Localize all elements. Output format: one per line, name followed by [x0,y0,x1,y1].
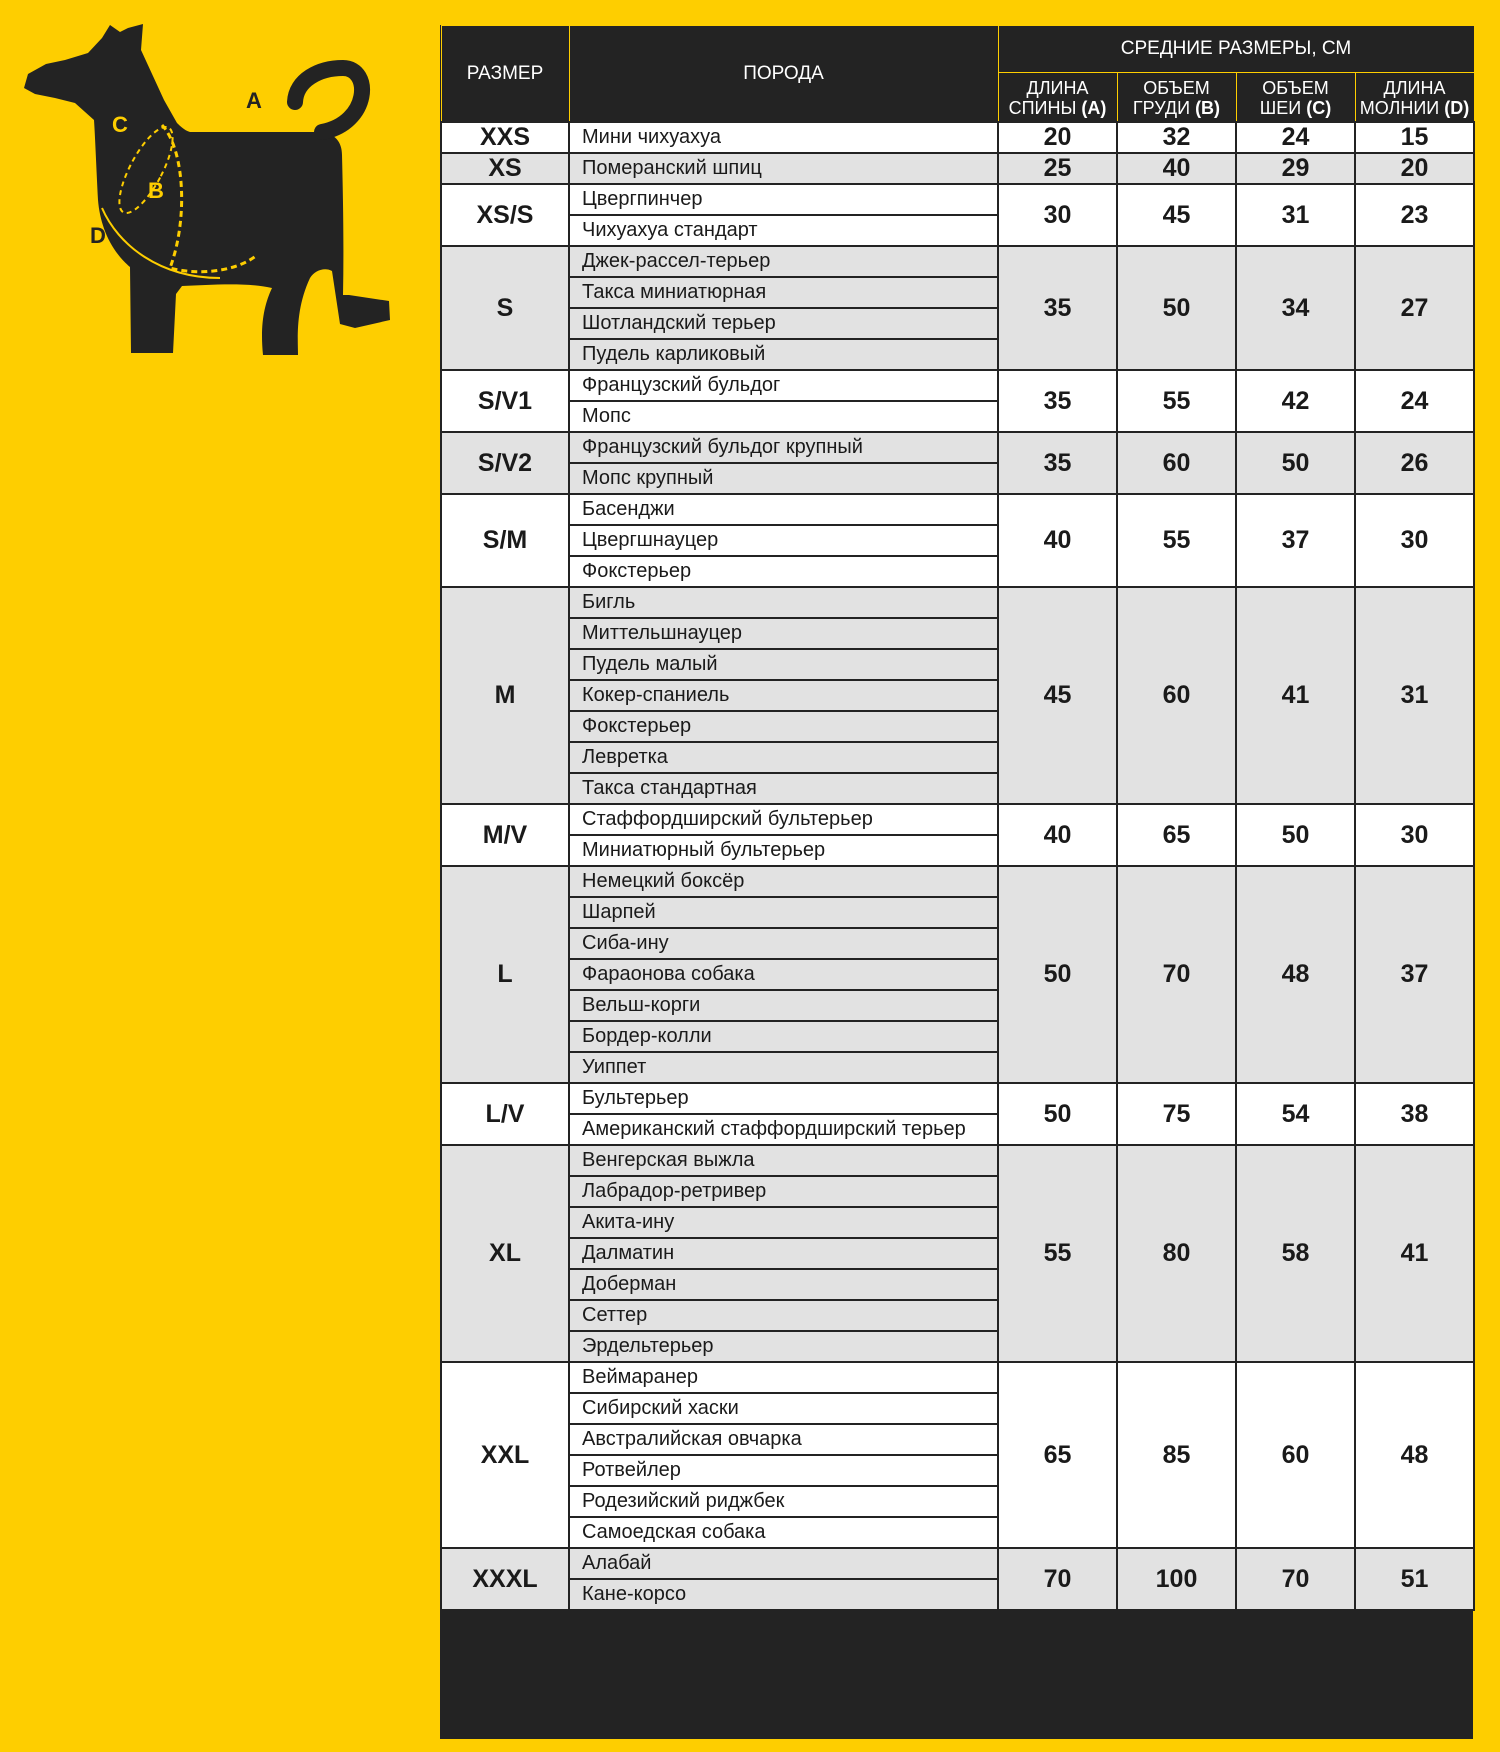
breed-cell: Стаффордширский бультерьер [569,804,998,835]
table-body [441,122,1474,1610]
breed-cell: Чихуахуа стандарт [569,215,998,246]
breed-cell: Такса стандартная [569,773,998,804]
breed-cell: Мопс крупный [569,463,998,494]
header-chest-girth [1117,73,1236,123]
table-row [441,866,1474,897]
breed-cell: Вельш-корги [569,990,998,1021]
size-cell: XS/S [441,184,569,246]
neck-girth-cell: 70 [1236,1548,1355,1610]
neck-girth-cell: 42 [1236,370,1355,432]
breed-cell: Миттельшнауцер [569,618,998,649]
back-length-cell: 40 [998,804,1117,866]
header-back-length [998,73,1117,123]
breed-cell: Далматин [569,1238,998,1269]
breed-cell: Доберман [569,1269,998,1300]
size-cell: S/V2 [441,432,569,494]
breed-cell: Венгерская выжла [569,1145,998,1176]
neck-girth-cell: 31 [1236,184,1355,246]
back-length-cell: 40 [998,494,1117,587]
breed-cell: Бордер-колли [569,1021,998,1052]
breed-cell: Цвергшнауцер [569,525,998,556]
breed-cell: Фокстерьер [569,556,998,587]
breed-cell: Алабай [569,1548,998,1579]
zip-length-cell: 37 [1355,866,1474,1083]
chest-girth-cell: 32 [1117,122,1236,153]
table-row [441,122,1474,153]
breed-cell: Пудель малый [569,649,998,680]
table-row [441,1362,1474,1393]
breed-cell: Шотландский терьер [569,308,998,339]
chest-girth-cell: 80 [1117,1145,1236,1362]
zip-length-cell: 30 [1355,494,1474,587]
size-chart [440,25,1473,1739]
breed-cell: Уиппет [569,1052,998,1083]
chest-girth-cell: 85 [1117,1362,1236,1548]
header-average-sizes: СРЕДНИЕ РАЗМЕРЫ, СМ [998,26,1474,73]
header-zip-line2: МОЛНИИ [1359,98,1440,118]
back-length-cell: 55 [998,1145,1117,1362]
table-row [441,1083,1474,1114]
breed-cell: Такса миниатюрная [569,277,998,308]
back-length-cell: 50 [998,866,1117,1083]
header-back-code: (A) [1081,98,1107,118]
size-cell: XS [441,153,569,184]
chest-girth-cell: 70 [1117,866,1236,1083]
breed-cell: Пудель карликовый [569,339,998,370]
chest-girth-cell: 60 [1117,587,1236,804]
neck-girth-cell: 37 [1236,494,1355,587]
header-breed: ПОРОДА [569,26,998,123]
header-chest-line2: ГРУДИ [1132,98,1191,118]
label-a: A [246,88,262,113]
breed-cell: Веймаранер [569,1362,998,1393]
zip-length-cell: 30 [1355,804,1474,866]
breed-cell: Самоедская собака [569,1517,998,1548]
breed-cell: Американский стаффордширский терьер [569,1114,998,1145]
breed-cell: Миниатюрный бультерьер [569,835,998,866]
header-chest-line1: ОБЪЕМ [1143,78,1210,98]
header-neck-girth [1236,73,1355,123]
size-cell: S [441,246,569,370]
table-row [441,246,1474,277]
size-cell: XXL [441,1362,569,1548]
size-table [440,25,1475,1611]
neck-girth-cell: 50 [1236,804,1355,866]
table-row [441,1145,1474,1176]
header-zip-code: (D) [1444,98,1470,118]
breed-cell: Левретка [569,742,998,773]
breed-cell: Сиба-ину [569,928,998,959]
table-row [441,184,1474,215]
breed-cell: Шарпей [569,897,998,928]
dog-measurement-diagram [10,20,390,360]
chest-girth-cell: 45 [1117,184,1236,246]
breed-cell: Мопс [569,401,998,432]
table-row [441,1548,1474,1579]
size-cell: L [441,866,569,1083]
back-length-cell: 35 [998,370,1117,432]
label-d: D [90,223,106,248]
breed-cell: Лабрадор-ретривер [569,1176,998,1207]
chest-girth-cell: 65 [1117,804,1236,866]
neck-girth-cell: 34 [1236,246,1355,370]
breed-cell: Немецкий боксёр [569,866,998,897]
size-cell: S/V1 [441,370,569,432]
table-row [441,153,1474,184]
back-length-cell: 35 [998,432,1117,494]
neck-girth-cell: 29 [1236,153,1355,184]
breed-cell: Сеттер [569,1300,998,1331]
breed-cell: Французский бульдог [569,370,998,401]
chest-girth-cell: 55 [1117,494,1236,587]
size-cell: M [441,587,569,804]
table-row [441,370,1474,401]
dog-silhouette [24,24,390,355]
chest-girth-cell: 60 [1117,432,1236,494]
breed-cell: Австралийская овчарка [569,1424,998,1455]
label-b: B [148,178,164,203]
table-row [441,494,1474,525]
table-row [441,804,1474,835]
neck-girth-cell: 41 [1236,587,1355,804]
zip-length-cell: 24 [1355,370,1474,432]
zip-length-cell: 41 [1355,1145,1474,1362]
breed-cell: Фараонова собака [569,959,998,990]
back-length-cell: 25 [998,153,1117,184]
breed-cell: Ротвейлер [569,1455,998,1486]
chest-girth-cell: 75 [1117,1083,1236,1145]
zip-length-cell: 26 [1355,432,1474,494]
neck-girth-cell: 48 [1236,866,1355,1083]
breed-cell: Цвергпинчер [569,184,998,215]
neck-girth-cell: 24 [1236,122,1355,153]
header-zip-length [1355,73,1474,123]
back-length-cell: 30 [998,184,1117,246]
breed-cell: Кане-корсо [569,1579,998,1610]
back-length-cell: 50 [998,1083,1117,1145]
breed-cell: Родезийский риджбек [569,1486,998,1517]
size-cell: XL [441,1145,569,1362]
chest-girth-cell: 100 [1117,1548,1236,1610]
neck-girth-cell: 60 [1236,1362,1355,1548]
size-cell: XXS [441,122,569,153]
breed-cell: Бультерьер [569,1083,998,1114]
back-length-cell: 70 [998,1548,1117,1610]
header-neck-line2: ШЕИ [1259,98,1302,118]
size-cell: M/V [441,804,569,866]
header-neck-code: (C) [1306,98,1332,118]
zip-length-cell: 15 [1355,122,1474,153]
breed-cell: Мини чихуахуа [569,122,998,153]
zip-length-cell: 48 [1355,1362,1474,1548]
back-length-cell: 65 [998,1362,1117,1548]
chest-girth-cell: 40 [1117,153,1236,184]
header-size: РАЗМЕР [441,26,569,123]
header-chest-code: (B) [1195,98,1221,118]
neck-girth-cell: 54 [1236,1083,1355,1145]
header-neck-line1: ОБЪЕМ [1262,78,1329,98]
breed-cell: Померанский шпиц [569,153,998,184]
neck-girth-cell: 50 [1236,432,1355,494]
breed-cell: Бигль [569,587,998,618]
size-cell: L/V [441,1083,569,1145]
breed-cell: Французский бульдог крупный [569,432,998,463]
back-length-cell: 35 [998,246,1117,370]
chest-girth-cell: 50 [1117,246,1236,370]
breed-cell: Фокстерьер [569,711,998,742]
zip-length-cell: 27 [1355,246,1474,370]
header-back-line2: СПИНЫ [1008,98,1077,118]
size-cell: XXXL [441,1548,569,1610]
neck-girth-cell: 58 [1236,1145,1355,1362]
breed-cell: Джек-рассел-терьер [569,246,998,277]
zip-length-cell: 38 [1355,1083,1474,1145]
chest-girth-cell: 55 [1117,370,1236,432]
size-cell: S/M [441,494,569,587]
table-row [441,587,1474,618]
breed-cell: Акита-ину [569,1207,998,1238]
back-length-cell: 45 [998,587,1117,804]
zip-length-cell: 51 [1355,1548,1474,1610]
breed-cell: Басенджи [569,494,998,525]
header-back-line1: ДЛИНА [1026,78,1089,98]
breed-cell: Сибирский хаски [569,1393,998,1424]
zip-length-cell: 31 [1355,587,1474,804]
label-c: C [112,112,128,137]
breed-cell: Кокер-спаниель [569,680,998,711]
zip-length-cell: 20 [1355,153,1474,184]
footer-bar [440,1717,1473,1739]
header-zip-line1: ДЛИНА [1383,78,1446,98]
zip-length-cell: 23 [1355,184,1474,246]
back-length-cell: 20 [998,122,1117,153]
breed-cell: Эрдельтерьер [569,1331,998,1362]
table-row [441,432,1474,463]
